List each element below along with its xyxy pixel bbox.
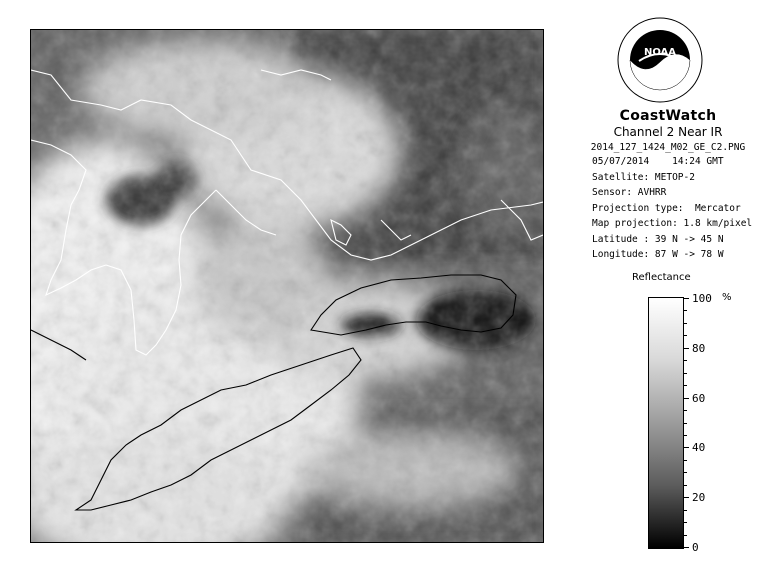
colorbar-minor-tick (683, 460, 687, 461)
map-projection-value: Map projection: 1.8 km/pixel (592, 218, 753, 229)
projection-type-value: Projection type: Mercator (592, 202, 741, 214)
colorbar-minor-tick (683, 535, 687, 536)
colorbar-minor-tick (683, 435, 687, 436)
time-value: 14:24 GMT (672, 156, 724, 167)
colorbar-minor-tick (683, 385, 687, 386)
colorbar-minor-tick (683, 510, 687, 511)
colorbar-major-tick (683, 447, 689, 448)
colorbar-major-tick (683, 298, 689, 299)
date-value: 05/07/2014 (592, 156, 650, 167)
noaa-logo (617, 17, 703, 103)
colorbar-minor-tick (683, 410, 687, 411)
colorbar-minor-tick (683, 485, 687, 486)
legend-unit: % (722, 292, 732, 303)
colorbar-major-tick (683, 497, 689, 498)
noaa-logo-svg (617, 17, 703, 103)
colorbar-major-tick (683, 348, 689, 349)
noaa-logo-text: NOAA (643, 47, 677, 58)
colorbar-major-tick (683, 547, 689, 548)
longitude-value: Longitude: 87 W -> 78 W (592, 249, 724, 260)
colorbar-tick-label: 0 (692, 541, 699, 554)
colorbar-tick-label: 20 (692, 491, 706, 504)
colorbar-minor-tick (683, 310, 687, 311)
colorbar-tick-label: 80 (692, 342, 706, 355)
colorbar-minor-tick (683, 423, 687, 424)
colorbar-minor-tick (683, 360, 687, 361)
colorbar-tick-label: 100 (692, 292, 712, 305)
legend-title: Reflectance (632, 272, 691, 283)
channel-subtitle: Channel 2 Near IR (613, 125, 723, 139)
product-title: CoastWatch (619, 108, 717, 124)
colorbar-tick-label: 40 (692, 441, 706, 454)
satellite-value: Satellite: METOP-2 (592, 171, 695, 183)
metadata-list (592, 154, 776, 263)
colorbar-minor-tick (683, 373, 687, 374)
colorbar-minor-tick (683, 335, 687, 336)
colorbar-minor-tick (683, 522, 687, 523)
sensor-value: Sensor: AVHRR (592, 187, 667, 198)
satellite-image[interactable] (30, 29, 544, 543)
colorbar-tick-label: 60 (692, 392, 706, 405)
reflectance-colorbar (648, 297, 684, 549)
colorbar-major-tick (683, 398, 689, 399)
colorbar-minor-tick (683, 323, 687, 324)
latitude-value: Latitude : 39 N -> 45 N (592, 233, 724, 245)
image-info-panel (560, 108, 776, 263)
colorbar-minor-tick (683, 472, 687, 473)
satellite-image-svg (31, 30, 543, 542)
image-filename: 2014_127_1424_M02_GE_C2.PNG (590, 142, 746, 153)
